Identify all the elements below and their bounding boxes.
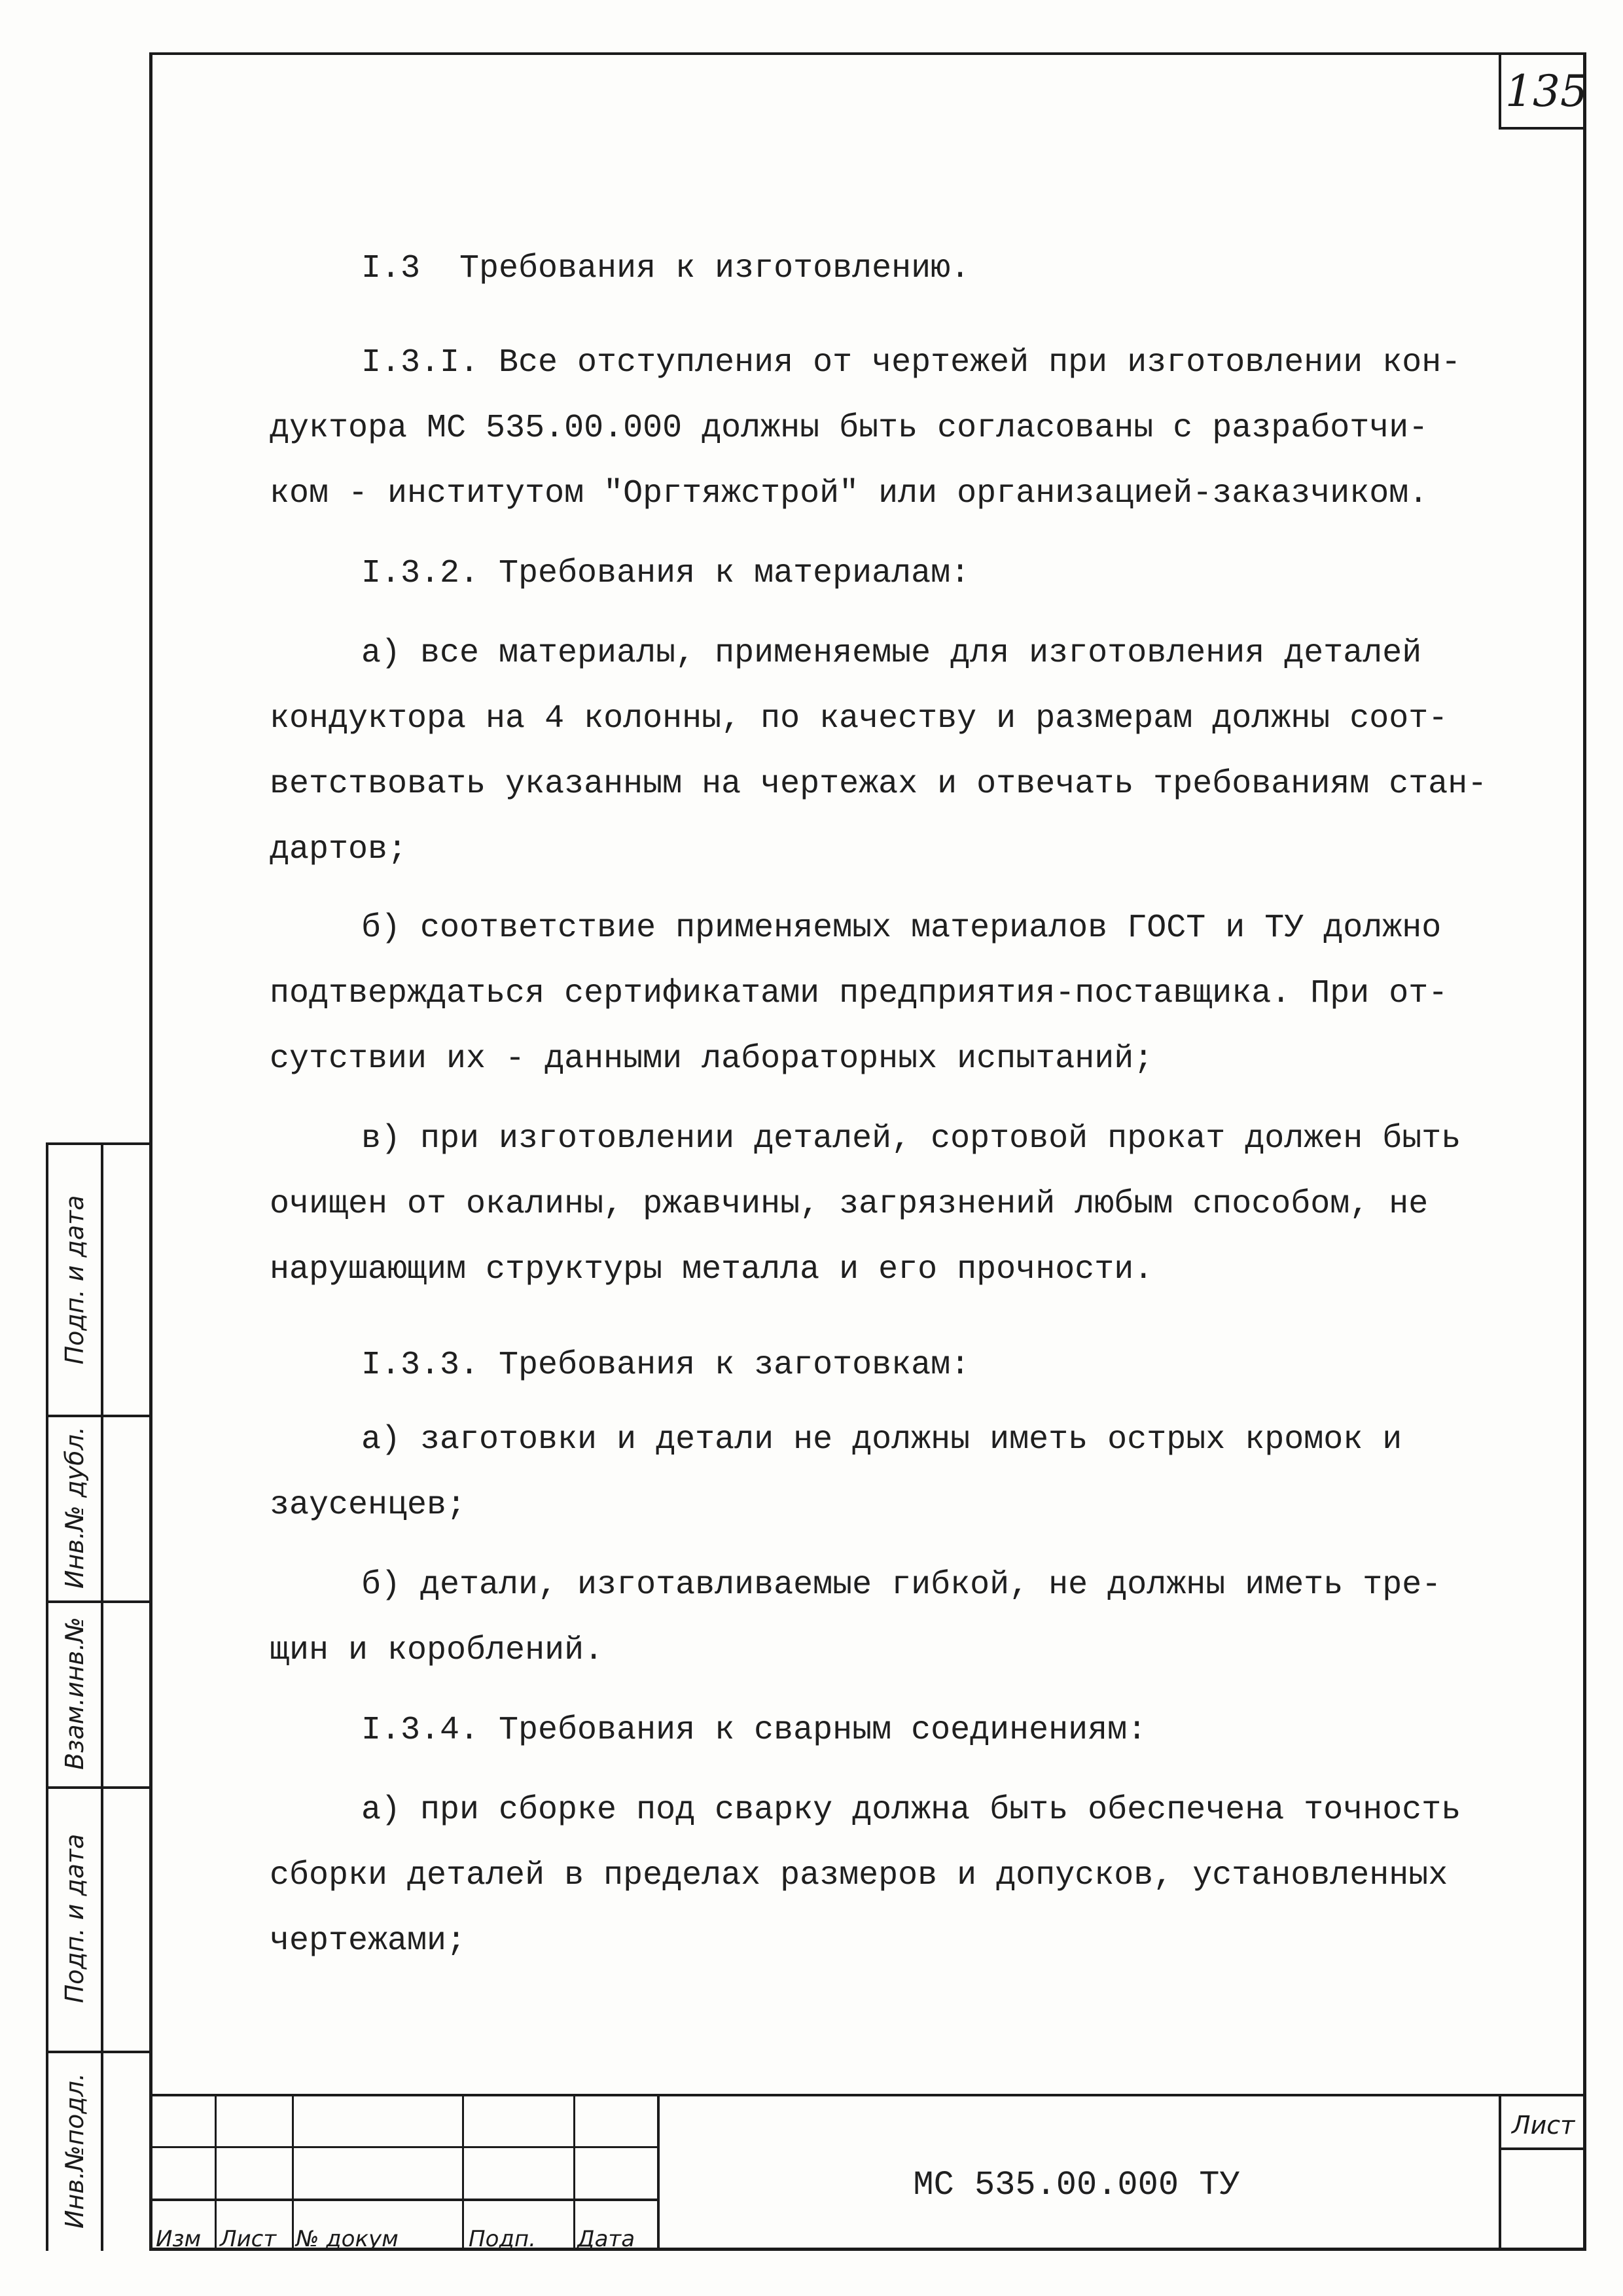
text-line: чертежами; xyxy=(270,1922,467,1960)
stamp-label: Инв.№ дубл. xyxy=(60,1426,89,1589)
text-line: б) детали, изготавливаемые гибкой, не должны иметь тре- xyxy=(361,1566,1442,1604)
text-line: ком - институтом "Оргтяжстрой" или организацией-заказчиком. xyxy=(270,475,1429,512)
sheet-label: Лист xyxy=(1512,2111,1575,2140)
text-line: I.3.3. Требования к заготовкам: xyxy=(361,1347,971,1384)
text-line: подтверждаться сертификатами предприятия-поставщика. При от- xyxy=(270,975,1448,1012)
stamp-label: Взам.инв.№ xyxy=(60,1617,89,1770)
text-line: сборки деталей в пределах размеров и допусков, установленных xyxy=(270,1857,1448,1894)
text-line: очищен от окалины, ржавчины, загрязнений любым способом, не xyxy=(270,1186,1429,1223)
document-code: МС 535.00.000 ТУ xyxy=(913,2166,1240,2204)
title-col-label: Дата xyxy=(577,2226,635,2252)
text-line: I.3.I. Все отступления от чертежей при изготовлении кон- xyxy=(361,344,1461,381)
title-col-label: № докум xyxy=(296,2226,399,2252)
text-line: кондуктора на 4 колонны, по качеству и размерам должны соот- xyxy=(270,700,1448,737)
section-heading: I.3 Требования к изготовлению. xyxy=(361,250,971,287)
text-line: ветствовать указанным на чертежах и отвечать требованиям стан- xyxy=(270,766,1488,803)
text-line: I.3.4. Требования к сварным соединениям: xyxy=(361,1712,1147,1749)
text-line: а) заготовки и детали не должны иметь острых кромок и xyxy=(361,1421,1402,1458)
text-line: в) при изготовлении деталей, сортовой прокат должен быть xyxy=(361,1120,1461,1157)
text-line: а) все материалы, применяемые для изготовления деталей xyxy=(361,635,1422,672)
text-line: сутствии их - данными лабораторных испытаний; xyxy=(270,1040,1154,1078)
text-line: а) при сборке под сварку должна быть обеспечена точность xyxy=(361,1792,1461,1829)
title-col-label: Подп. xyxy=(469,2226,536,2252)
title-col-label: Лист xyxy=(220,2226,277,2252)
stamp-divider xyxy=(101,1145,103,2251)
sheet-number: 135 xyxy=(1505,66,1588,116)
stamp-label: Подп. и дата xyxy=(60,1195,89,1365)
stamp-label: Подп. и дата xyxy=(60,1833,89,2004)
text-line: дуктора МС 535.00.000 должны быть согласованы с разработчи- xyxy=(270,410,1429,447)
text-line: щин и короблений. xyxy=(270,1632,604,1669)
text-line: дартов; xyxy=(270,831,408,868)
left-stamp-column xyxy=(46,1142,149,2251)
title-col-label: Изм xyxy=(156,2226,202,2252)
text-line: заусенцев; xyxy=(270,1487,467,1524)
text-line: б) соответствие применяемых материалов ГОСТ и ТУ должно xyxy=(361,910,1442,947)
stamp-label: Инв.№подл. xyxy=(60,2072,89,2229)
text-line: нарушающим структуры металла и его прочности. xyxy=(270,1251,1154,1288)
text-line: I.3.2. Требования к материалам: xyxy=(361,555,971,592)
